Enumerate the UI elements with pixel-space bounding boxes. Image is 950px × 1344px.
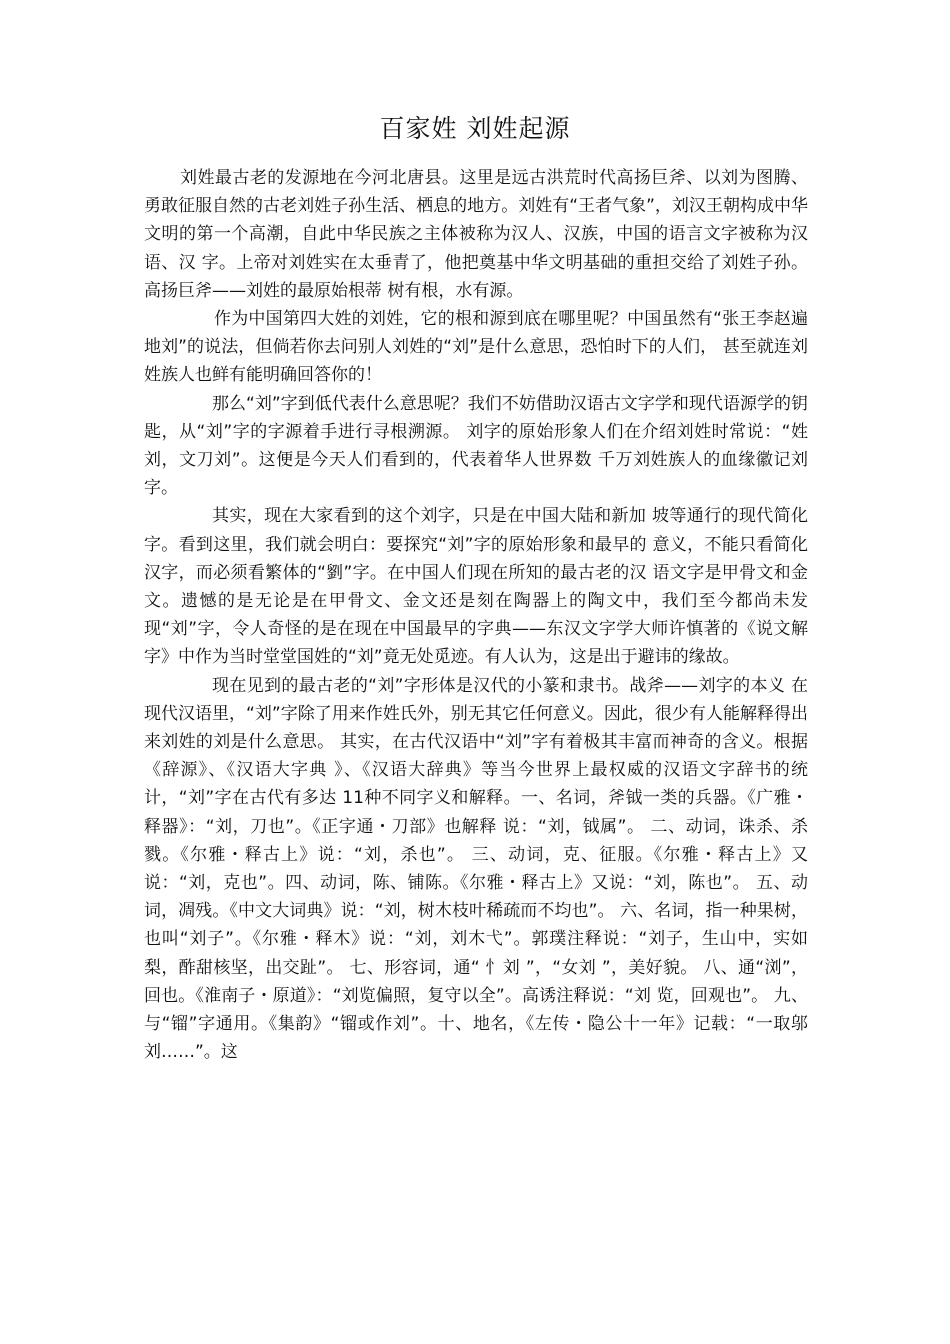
paragraph-2: 作为中国第四大姓的刘姓，它的根和源到底在哪里呢？中国虽然有“张王李赵遍地刘”的说法，但倘若你去问别人刘姓的“刘”是什么意思，恐怕时下的人们， 甚至就连刘姓族人也鲜有能明确回答你的！	[144, 309, 808, 386]
paragraph-1: 刘姓最古老的发源地在今河北唐县。这里是远古洪荒时代高扬巨斧、以刘为图腾、勇敢征服自然的古老刘姓子孙生活、栖息的地方。刘姓有“王者气象”，刘汉王朝构成中华文明的第一个高潮，自此中华民族之主体被称为汉人、汉族，中国的语言文字被称为汉语、汉 字。上帝对刘姓实在太垂青了，他把奠基中华文明基础的重担交给了刘姓子孙。 高扬巨斧——刘姓的最原始根蒂 树有根，水有源。	[144, 168, 808, 301]
document-body	[144, 164, 808, 1067]
paragraph-5: 现在见到的最古老的“刘”字形体是汉代的小篆和隶书。战斧——刘字的本义 在现代汉语里，“刘”字除了用来作姓氏外，别无其它任何意义。因此，很少有人能解释得出来刘姓的刘是什么意思。 其实，在古代汉语中“刘”字有着极其丰富而神奇的含义。根据《辞源》、《汉语大字典 》、《汉语大辞典》等当今世界上最权威的汉语文字辞书的统计，“刘”字在古代有多达 11种不同字义和解释。一、名词，斧钺一类的兵器。《广雅・释器》：“刘，刀也”。《正字通・刀部》也解释 说：“刘，钺属”。 二、动词，诛杀、杀戮。《尔雅・释古上》说：“刘，杀也”。 三、动词，克、征服。《尔雅・释古上》又说：“刘，克也”。四、动词，陈、铺陈。《尔雅・释古上》又说：“刘，陈也”。 五、动词，凋残。《中文大词典》说：“刘，树木枝叶稀疏而不均也”。 六、名词，指一种果树，也叫“刘子”。《尔雅・释木》说：“刘，刘木弋”。郭璞注释说：“刘子，生山中，实如梨，酢甜核坚，出交趾”。 七、形容词，通“ 忄刘 ”，“女刘 ”，美好貌。 八、通“浏”，回也。《淮南子・原道》：“刘览偏照，复守以全”。高诱注释说：“刘 览，回观也”。 九、与“镏”字通用。《集韵》“镏或作刘”。十、地名，《左传・隐公十一年》记载：“一取邬刘……”。这	[144, 675, 808, 1063]
document-title: 百家姓 刘姓起源	[379, 114, 571, 143]
paragraph-3: 那么“刘”字到低代表什么意思呢？我们不妨借助汉语古文字学和现代语源学的钥匙，从“刘”字的字源着手进行寻根溯源。 刘字的原始形象人们在介绍刘姓时常说：“姓刘，文刀刘”。这便是今天人们看到的，代表着华人世界数 千万刘姓族人的血缘徽记刘字。	[144, 393, 808, 499]
paragraph-4: 其实，现在大家看到的这个刘字，只是在中国大陆和新加 坡等通行的现代简化字。看到这里，我们就会明白：要探究“刘”字的原始形象和最早的 意义，不能只看简化汉字，而必须看繁体的“劉”字。在中国人们现在所知的最古老的汉 语文字是甲骨文和金文。遗憾的是无论是在甲骨文、金文还是刻在陶器上的陶文中，我们至今都尚未发现“刘”字，令人奇怪的是在现在中国最早的字典——东汉文字学大师许慎著的《说文解字》中作为当时堂堂国姓的“刘”竟无处觅迹。有人认为，这是出于避讳的缘故。	[144, 506, 808, 668]
